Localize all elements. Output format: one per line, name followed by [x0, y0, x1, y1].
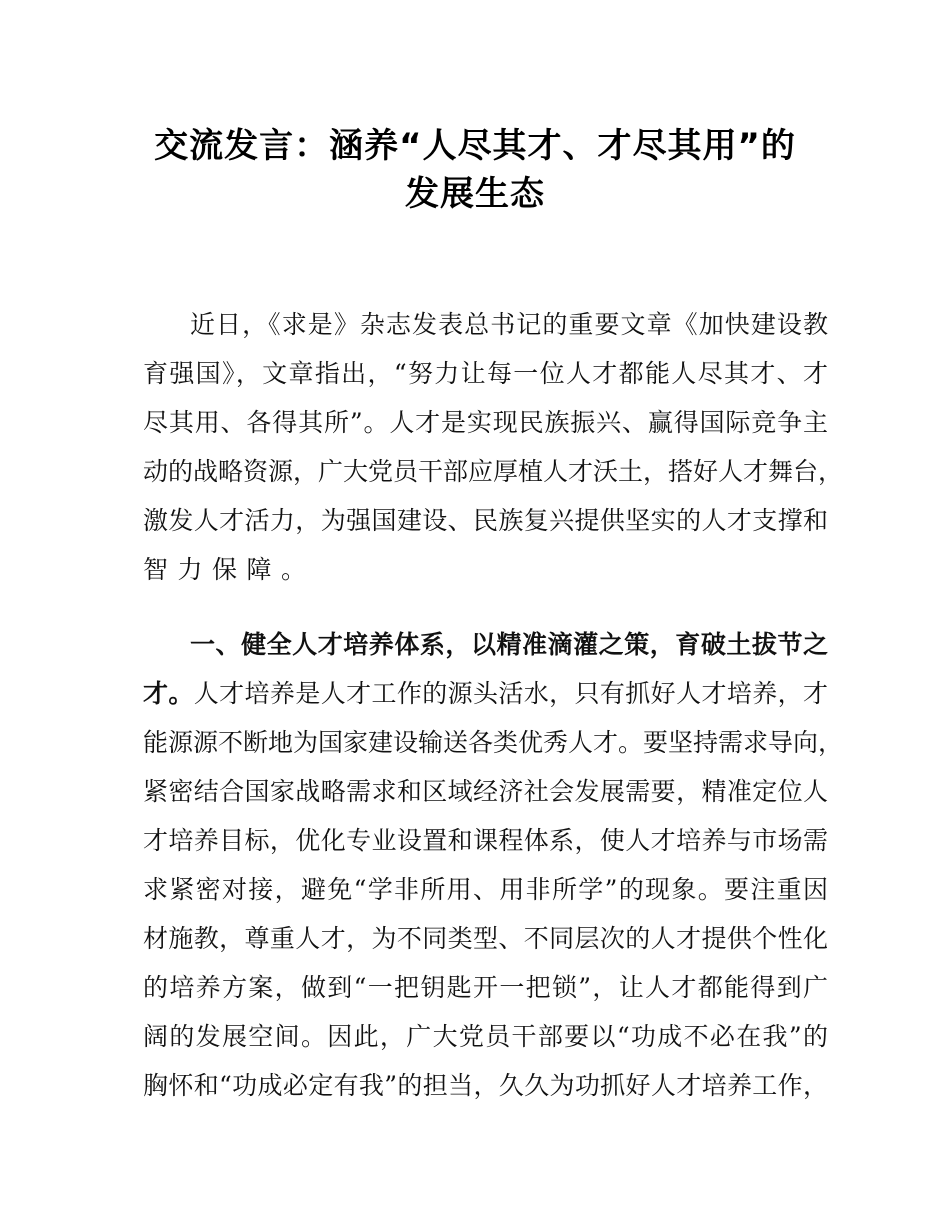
- text-line: 近日，《求是》杂志发表总书记的重要文章《加快建设教: [190, 310, 828, 339]
- document-title-line-1: 交流发言：涵养“人尽其才、才尽其用”的: [154, 126, 796, 166]
- text-line: 激发人才活力，为强国建设、民族复兴提供坚实的人才支撑和: [143, 506, 828, 535]
- text-line: 阔的发展空间。因此，广大党员干部要以“功成不必在我”的: [143, 1022, 828, 1051]
- text-line: 材施教，尊重人才，为不同类型、不同层次的人才提供个性化: [143, 924, 828, 953]
- text-line: 能源源不断地为国家建设输送各类优秀人才。要坚持需求导向，: [143, 728, 844, 757]
- text-line: 智力保障。: [143, 555, 316, 584]
- section-heading-end: 才。: [143, 679, 194, 708]
- text-line: 的培养方案，做到“一把钥匙开一把锁”，让人才都能得到广: [143, 973, 828, 1002]
- text-line: [143, 679, 828, 709]
- section-heading: 一、健全人才培养体系，以精准滴灌之策，育破土拔节之: [190, 630, 828, 659]
- text-line-rest: 人才培养是人才工作的源头活水，只有抓好人才培养，才: [193, 679, 828, 708]
- text-line: 育强国》，文章指出，“努力让每一位人才都能人尽其才、才: [143, 359, 828, 388]
- text-line: 求紧密对接，避免“学非所用、用非所学”的现象。要注重因: [143, 875, 828, 904]
- text-line: 胸怀和“功成必定有我”的担当，久久为功抓好人才培养工作，: [143, 1071, 828, 1100]
- text-line: 紧密结合国家战略需求和区域经济社会发展需要，精准定位人: [143, 777, 828, 806]
- text-line: 动的战略资源，广大党员干部应厚植人才沃土，搭好人才舞台，: [143, 457, 844, 486]
- document-title-line-2: 发展生态: [405, 174, 545, 214]
- text-line: 尽其用、各得其所”。人才是实现民族振兴、赢得国际竞争主: [143, 408, 828, 437]
- text-line: 才培养目标，优化专业设置和课程体系，使人才培养与市场需: [143, 826, 828, 855]
